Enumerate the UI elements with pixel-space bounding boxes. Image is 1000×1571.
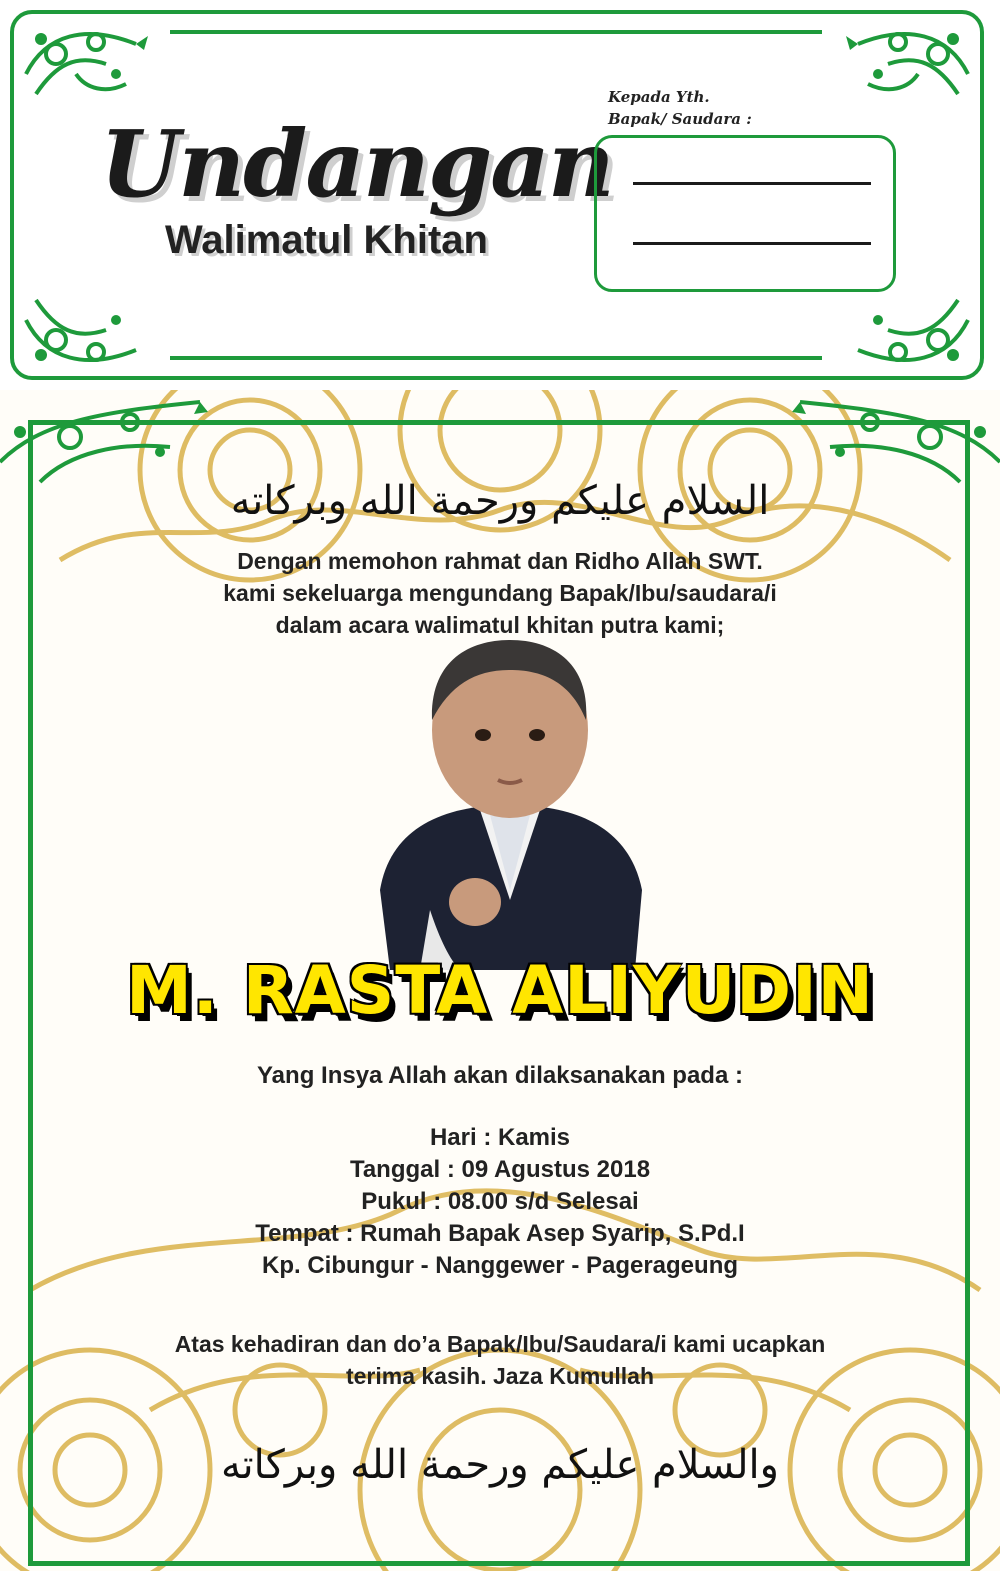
recipient-line [633,182,871,185]
recipient-label [608,86,752,130]
closing-line: Atas kehadiran dan do’a Bapak/Ibu/Saudara/i kami ucapkan [174,1331,826,1357]
closing-paragraph [0,1328,1000,1392]
recipient-box [594,135,896,292]
event-day: Hari : Kamis [429,1124,571,1151]
intro-line: kami sekeluarga mengundang Bapak/Ibu/saudara/i [223,580,777,606]
recipient-label-line1: Kepada Yth. [608,88,710,106]
floral-corner-icon [790,392,1000,492]
cover-top-rule [170,30,822,34]
intro-line: dalam acara walimatul khitan putra kami; [275,612,725,638]
invitation-title: Undangan [100,110,613,218]
event-address: Kp. Cibungur - Nanggewer - Pagerageung [261,1252,739,1279]
salam-closing: والسلام عليكم ورحمة الله وبركاته [221,1442,779,1488]
recipient-line [633,242,871,245]
closing-line: terima kasih. Jaza Kumullah [345,1363,655,1389]
event-place: Tempat : Rumah Bapak Asep Syarip, S.Pd.I [255,1220,745,1247]
event-announcement: Yang Insya Allah akan dilaksanakan pada : [257,1062,743,1089]
event-details [0,1122,1000,1282]
recipient-label-line2: Bapak/ Saudara : [608,110,752,128]
event-date: Tanggal : 09 Agustus 2018 [349,1156,651,1183]
child-name: M. RASTA ALIYUDIN [126,952,874,1029]
cover-bottom-rule [170,356,822,360]
floral-corner-icon [16,290,156,380]
child-photo [370,640,650,970]
salam-opening: السلام عليكم ورحمة الله وبركاته [230,478,770,524]
intro-line: Dengan memohon rahmat dan Ridho Allah SWT. [237,548,763,574]
floral-corner-icon [838,14,978,114]
intro-paragraph [0,545,1000,641]
floral-corner-icon [0,392,210,492]
invitation-subtitle: Walimatul Khitan [165,218,488,262]
event-time: Pukul : 08.00 s/d Selesai [361,1188,639,1215]
floral-corner-icon [16,14,156,114]
floral-corner-icon [838,290,978,380]
